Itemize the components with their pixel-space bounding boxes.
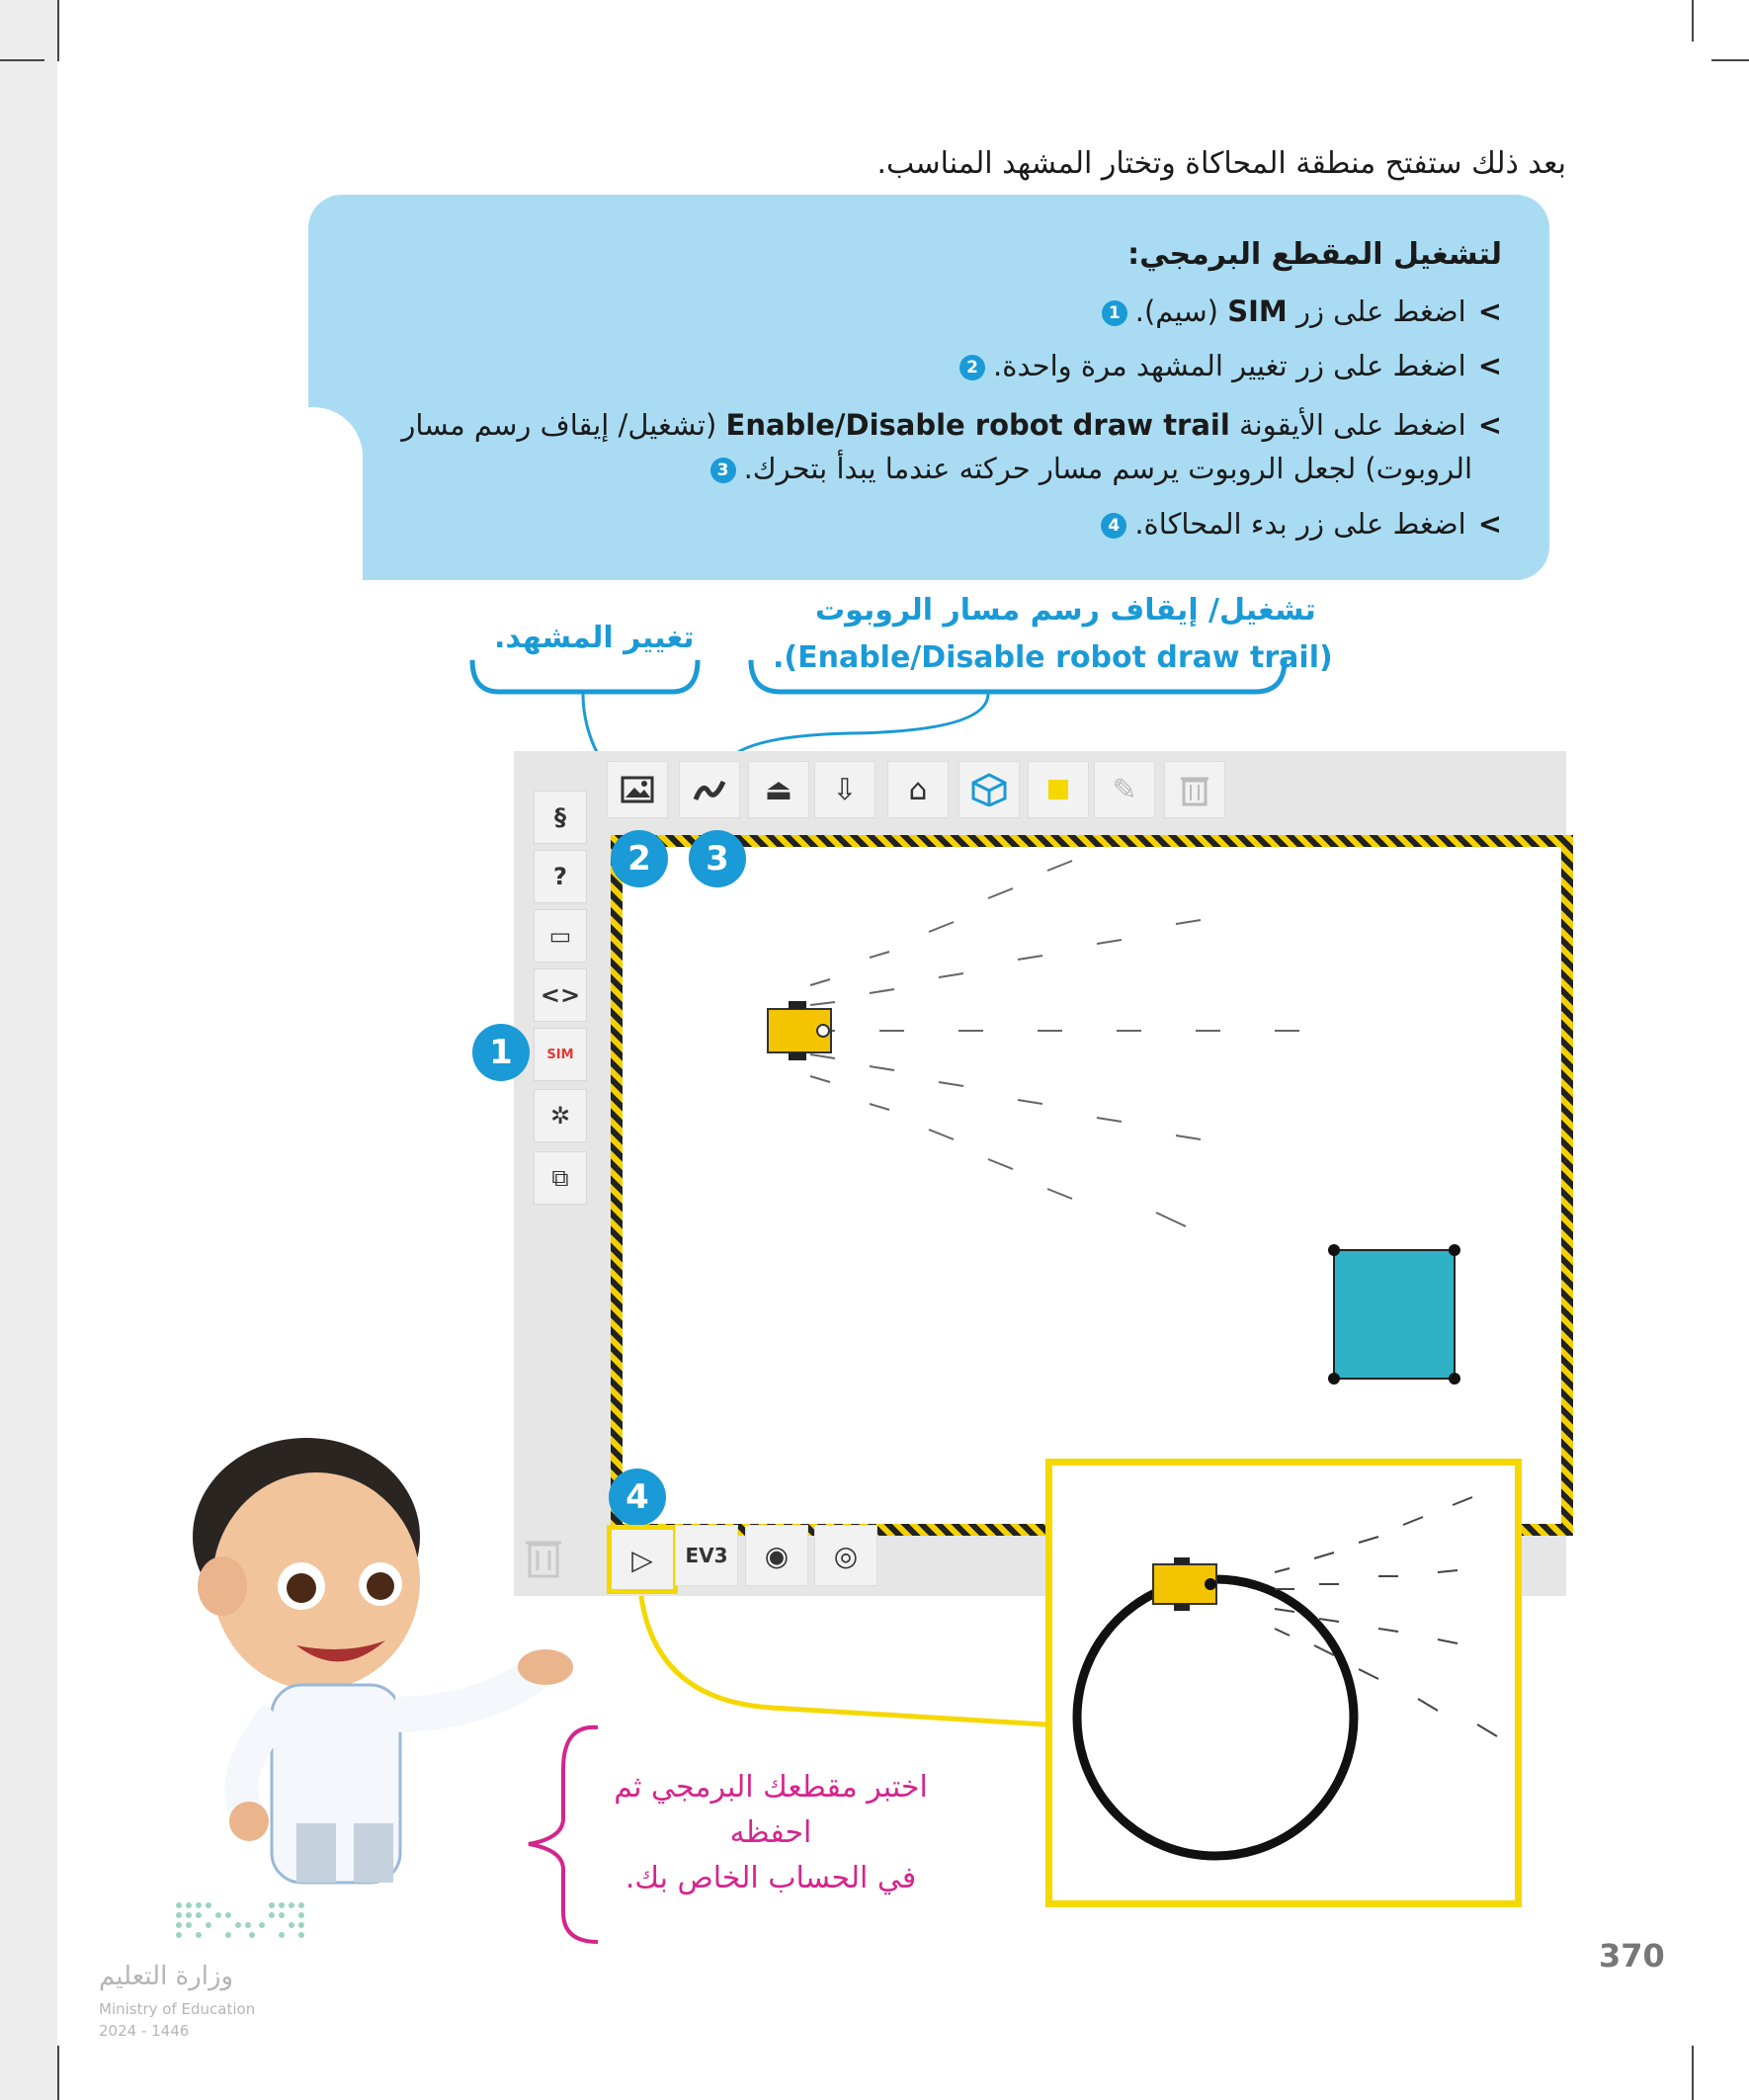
play-icon: ▷: [631, 1543, 653, 1576]
step-number-badge: 2: [959, 355, 985, 380]
upload-icon: ⏏: [764, 772, 793, 807]
location-button[interactable]: [814, 1525, 877, 1586]
start-simulation-button[interactable]: [607, 1525, 678, 1594]
side-button-debug[interactable]: ✲: [534, 1089, 587, 1142]
side-button-code[interactable]: <>: [534, 968, 587, 1022]
color-button[interactable]: [1028, 761, 1089, 818]
student-character-illustration: [178, 1359, 573, 1892]
ministry-name-en: Ministry of Education: [99, 2000, 256, 2018]
step-number-badge: 4: [1101, 513, 1126, 539]
trash-icon: [1180, 773, 1209, 806]
side-button-section[interactable]: §: [534, 791, 587, 844]
instruction-step-1: >اضغط على زر SIM (سيم).1: [1102, 294, 1502, 328]
cube-button[interactable]: [958, 761, 1020, 818]
callout-scene-change: تغيير المشهد.: [494, 621, 695, 655]
side-button-help[interactable]: ?: [534, 850, 587, 903]
ev3-button[interactable]: EV3: [675, 1525, 738, 1586]
trail-icon: [693, 776, 726, 803]
badge-4: 4: [609, 1469, 666, 1526]
save-note-line-2: في الحساب الخاص بك.: [625, 1861, 917, 1895]
image-icon: [621, 776, 654, 803]
sound-button[interactable]: [745, 1525, 808, 1586]
import-alt-button[interactable]: [887, 761, 949, 818]
page-number: 370: [1599, 1937, 1665, 1974]
intro-text: بعد ذلك ستفتح منطقة المحاكاة وتختار المشهد المناسب.: [876, 146, 1566, 181]
step-number-badge: 1: [1102, 300, 1127, 326]
ministry-name-ar: وزارة التعليم: [99, 1962, 234, 1991]
badge-3: 3: [689, 830, 746, 887]
instruction-step-2: >اضغط على زر تغيير المشهد مرة واحدة.2: [959, 349, 1502, 382]
change-scene-button[interactable]: [607, 761, 668, 818]
eyedropper-button[interactable]: [1094, 761, 1155, 818]
instruction-step-3: >اضغط على الأيقونة Enable/Disable robot draw trail (تشغيل/ إيقاف رسم مسار: [401, 408, 1502, 442]
upload-button[interactable]: [748, 761, 809, 818]
color-square-icon: [1048, 780, 1068, 799]
sim-button[interactable]: SIM: [534, 1028, 587, 1081]
eyedropper-icon: ✎: [1112, 772, 1137, 807]
side-button-robot-info[interactable]: ⧉: [534, 1151, 587, 1205]
callout-draw-trail-en: (Enable/Disable robot draw trail).: [773, 640, 1333, 675]
import-alt-icon: ⌂: [908, 772, 928, 807]
sound-icon: ◉: [764, 1539, 790, 1572]
callout-draw-trail-ar: تشغيل/ إيقاف رسم مسار الروبوت: [815, 593, 1316, 628]
delete-object-button[interactable]: [1164, 761, 1225, 818]
edition-year: 2024 - 1446: [99, 2022, 190, 2040]
import-button[interactable]: [814, 761, 875, 818]
instruction-title: لتشغيل المقطع البرمجي:: [1127, 237, 1502, 272]
side-button-terminal[interactable]: ▭: [534, 909, 587, 963]
instruction-step-4: >اضغط على زر بدء المحاكاة.4: [1101, 507, 1502, 541]
ministry-logo: [173, 1899, 321, 1943]
zoom-scene: [1052, 1466, 1501, 1887]
instruction-step-3-cont: الروبوت) لجعل الروبوت يرسم مسار حركته عندما يبدأ بتحرك.3: [710, 452, 1472, 485]
cube-icon: [971, 773, 1007, 806]
badge-1: 1: [472, 1024, 530, 1081]
draw-trail-toggle-button[interactable]: [679, 761, 740, 818]
import-icon: ⇩: [832, 772, 858, 807]
badge-2: 2: [611, 830, 668, 887]
field-scene: [623, 847, 1538, 1500]
location-icon: ◎: [833, 1539, 859, 1572]
save-note-line-1: اختبر مقطعك البرمجي ثم احفظه: [614, 1770, 928, 1850]
save-note: [573, 1765, 968, 1901]
step-number-badge: 3: [710, 458, 736, 483]
